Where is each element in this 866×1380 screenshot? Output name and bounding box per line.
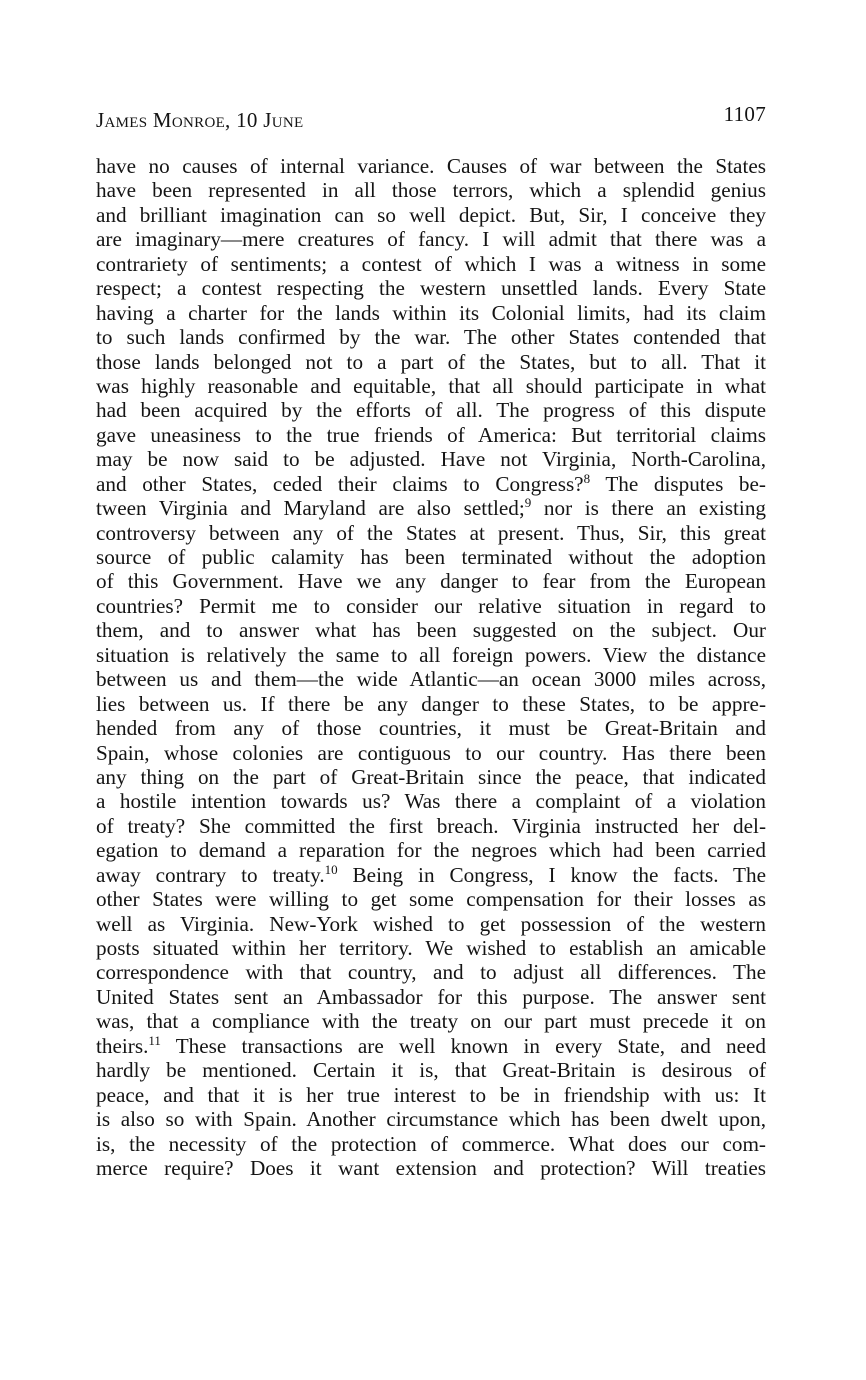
text-line bbox=[96, 276, 766, 300]
line-text: situation is relatively the same to all foreign powers. View the distance bbox=[96, 642, 766, 667]
text-line bbox=[96, 960, 766, 984]
text-line bbox=[96, 765, 766, 789]
text-line bbox=[96, 1083, 766, 1107]
text-line bbox=[96, 374, 766, 398]
text-line bbox=[96, 1107, 766, 1131]
line-text: are imaginary—mere creatures of fancy. I will admit that there was a bbox=[96, 227, 766, 252]
line-text: those lands belonged not to a part of the States, but to all. That it bbox=[96, 349, 766, 374]
text-line bbox=[96, 643, 766, 667]
text-line bbox=[96, 325, 766, 349]
line-text: them, and to answer what has been suggested on the subject. Our bbox=[96, 618, 766, 643]
line-text: These transactions are well known in every State, and need bbox=[160, 1033, 766, 1058]
line-text: a hostile intention towards us? Was there a complaint of a violation bbox=[96, 789, 766, 814]
line-text: of treaty? She committed the first breach. Virginia instructed her del- bbox=[96, 813, 766, 838]
line-text: hended from any of those countries, it must be Great-Britain and bbox=[96, 716, 766, 741]
text-line bbox=[96, 863, 766, 887]
text-line bbox=[96, 936, 766, 960]
line-text: Spain, whose colonies are contiguous to our country. Has there been bbox=[96, 740, 766, 765]
running-head bbox=[96, 100, 766, 140]
text-line bbox=[96, 301, 766, 325]
book-page bbox=[96, 100, 767, 1180]
text-line bbox=[96, 569, 766, 593]
line-text: The disputes be- bbox=[590, 471, 766, 496]
line-text: having a charter for the lands within its Colonial limits, had its claim bbox=[96, 300, 766, 325]
text-line bbox=[96, 521, 766, 545]
text-line bbox=[96, 472, 766, 496]
text-line bbox=[96, 350, 766, 374]
footnote-marker: 11 bbox=[148, 1032, 161, 1048]
text-line bbox=[96, 398, 766, 422]
text-line bbox=[96, 887, 766, 911]
line-text: and other States, ceded their claims to Congress? bbox=[96, 471, 584, 496]
text-line bbox=[96, 716, 766, 740]
line-text: may be now said to be adjusted. Have not Virginia, North-Carolina, bbox=[96, 447, 766, 472]
text-line bbox=[96, 1132, 766, 1156]
footnote-marker: 8 bbox=[583, 470, 591, 486]
running-title: James Monroe, 10 June bbox=[96, 108, 304, 132]
footnote-marker: 10 bbox=[324, 861, 338, 877]
text-line bbox=[96, 741, 766, 765]
text-line bbox=[96, 1058, 766, 1082]
text-line bbox=[96, 252, 766, 276]
line-text: posts situated within her territory. We wished to establish an amicable bbox=[96, 936, 766, 960]
line-text: respect; a contest respecting the western unsettled lands. Every State bbox=[96, 276, 766, 301]
line-text: was highly reasonable and equitable, that all should participate in what bbox=[96, 373, 766, 398]
line-text: lies between us. If there be any danger to these States, to be appre- bbox=[96, 691, 766, 716]
line-text: well as Virginia. New-York wished to get possession of the western bbox=[96, 911, 766, 936]
line-text: other States were willing to get some compensation for their losses as bbox=[96, 887, 766, 912]
body-text bbox=[96, 154, 766, 1180]
line-text: and brilliant imagination can so well depict. But, Sir, I conceive they bbox=[96, 202, 766, 227]
line-text: United States sent an Ambassador for this purpose. The answer sent bbox=[96, 984, 766, 1009]
text-line bbox=[96, 1009, 766, 1033]
line-text: Being in Congress, I know the facts. The bbox=[337, 862, 767, 887]
text-line bbox=[96, 447, 766, 471]
line-text: had been acquired by the efforts of all. The progress of this dispute bbox=[96, 398, 766, 423]
line-text: have no causes of internal variance. Causes of war between the States bbox=[96, 154, 766, 178]
line-text: to such lands confirmed by the war. The other States contended that bbox=[96, 325, 766, 350]
text-line bbox=[96, 618, 766, 642]
text-line bbox=[96, 1034, 766, 1058]
line-text: away contrary to treaty. bbox=[96, 862, 325, 887]
line-text: nor is there an existing bbox=[531, 496, 767, 521]
text-line bbox=[96, 838, 766, 862]
page-number: 1107 bbox=[723, 102, 766, 126]
text-line bbox=[96, 667, 766, 691]
text-line bbox=[96, 154, 766, 178]
text-line bbox=[96, 789, 766, 813]
text-line bbox=[96, 1156, 766, 1180]
footnote-marker: 9 bbox=[524, 495, 532, 511]
line-text: contrariety of sentiments; a contest of which I was a witness in some bbox=[96, 251, 766, 276]
text-line bbox=[96, 496, 766, 520]
text-line bbox=[96, 178, 766, 202]
text-line bbox=[96, 227, 766, 251]
line-text: countries? Permit me to consider our relative situation in regard to bbox=[96, 593, 766, 618]
text-line bbox=[96, 203, 766, 227]
line-text: controversy between any of the States at present. Thus, Sir, this great bbox=[96, 520, 766, 545]
text-line bbox=[96, 912, 766, 936]
line-text: was, that a compliance with the treaty on our part must precede it on bbox=[96, 1009, 766, 1034]
text-line bbox=[96, 545, 766, 569]
text-line bbox=[96, 692, 766, 716]
line-text: between us and them—the wide Atlantic—an ocean 3000 miles across, bbox=[96, 667, 766, 692]
text-line bbox=[96, 423, 766, 447]
line-text: hardly be mentioned. Certain it is, that Great-Britain is desirous of bbox=[96, 1058, 766, 1083]
line-text: peace, and that it is her true interest to be in friendship with us: It bbox=[96, 1082, 766, 1107]
line-text: theirs. bbox=[96, 1033, 149, 1058]
line-text: source of public calamity has been terminated without the adoption bbox=[96, 545, 766, 569]
line-text: egation to demand a reparation for the negroes which had been carried bbox=[96, 838, 766, 863]
line-text: merce require? Does it want extension and protection? Will treaties bbox=[96, 1155, 766, 1180]
text-line bbox=[96, 594, 766, 618]
line-text: have been represented in all those terrors, which a splendid genius bbox=[96, 178, 766, 203]
line-text: any thing on the part of Great-Britain since the peace, that indicated bbox=[96, 764, 766, 789]
line-text: is also so with Spain. Another circumstance which has been dwelt upon, bbox=[96, 1107, 766, 1132]
line-text: gave uneasiness to the true friends of America: But territorial claims bbox=[96, 422, 766, 447]
line-text: tween Virginia and Maryland are also settled; bbox=[96, 496, 525, 521]
text-line bbox=[96, 814, 766, 838]
line-text: is, the necessity of the protection of commerce. What does our com- bbox=[96, 1131, 766, 1156]
line-text: correspondence with that country, and to adjust all differences. The bbox=[96, 960, 766, 985]
line-text: of this Government. Have we any danger to fear from the European bbox=[96, 569, 766, 594]
text-line bbox=[96, 985, 766, 1009]
